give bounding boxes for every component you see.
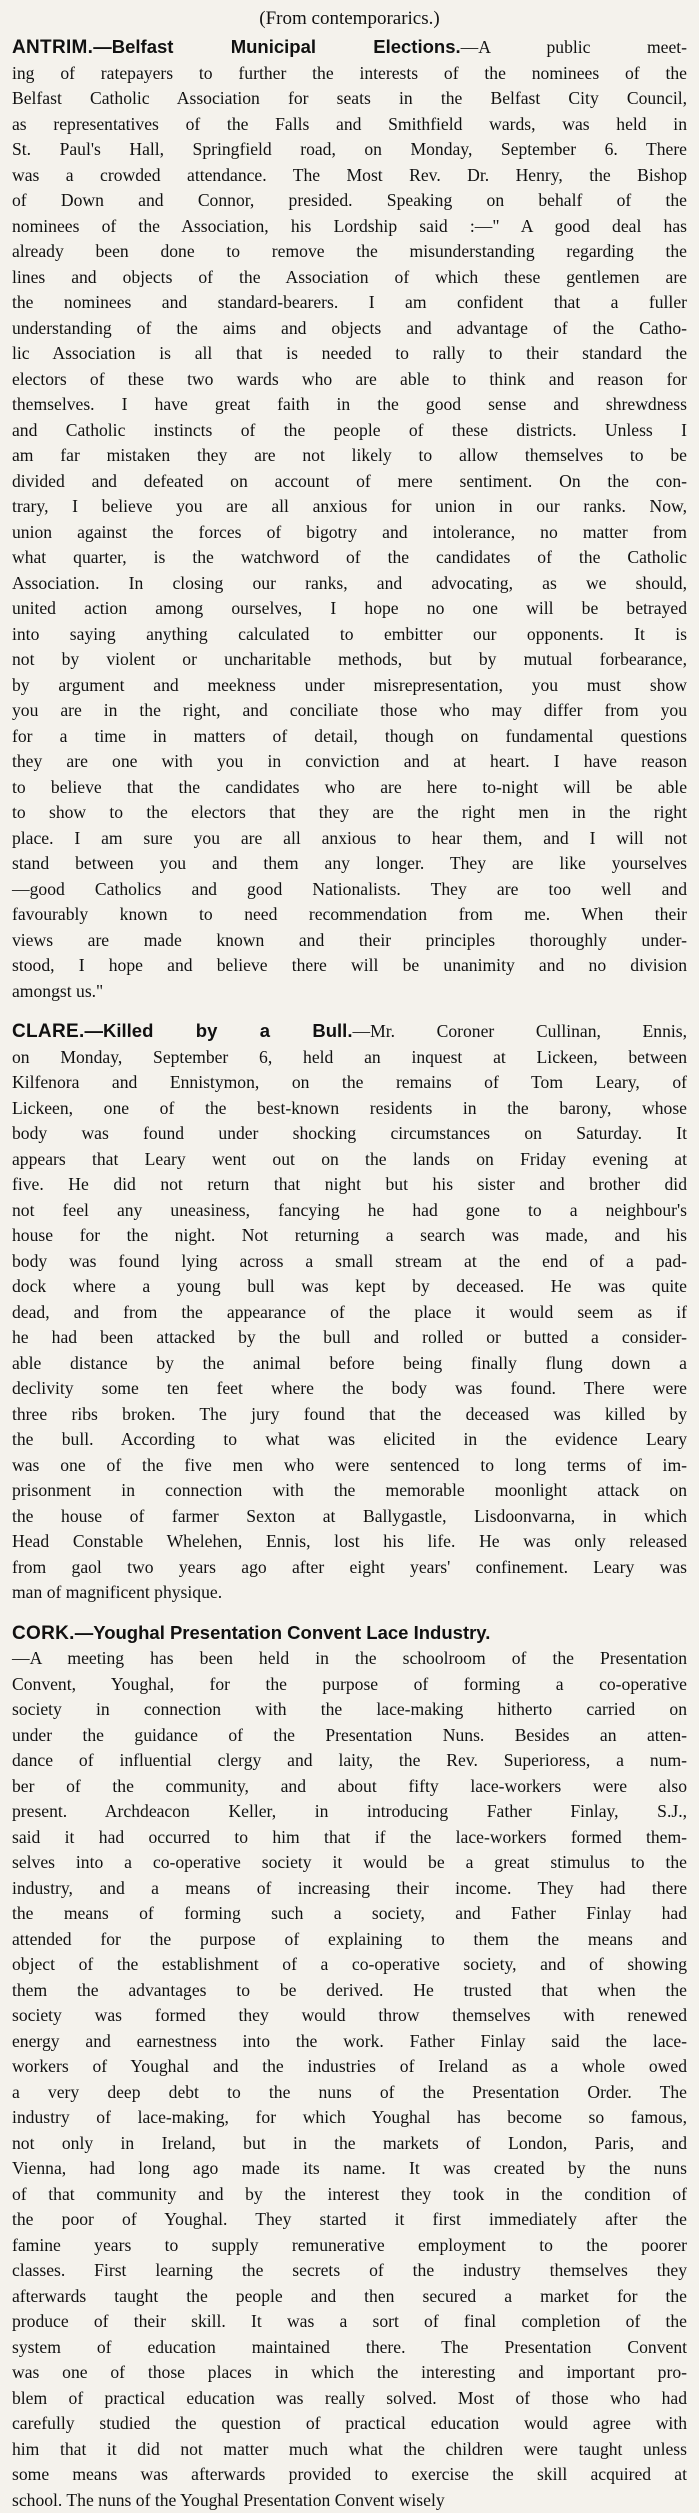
text-line: and Catholic instincts of the people of these districts. Unless I <box>12 418 687 444</box>
text-line: was a crowded attendance. The Most Rev. Dr. Henry, the Bishop <box>12 163 687 189</box>
text-line: you are in the right, and conciliate those who may differ from you <box>12 698 687 724</box>
text-line: dance of influential clergy and laity, the Rev. Superioress, a num- <box>12 1748 687 1774</box>
text-line: lic Association is all that is needed to rally to their standard the <box>12 341 687 367</box>
article-cork <box>12 1620 687 2513</box>
text-line: declivity some ten feet where the body was found. There were <box>12 1376 687 1402</box>
text-line: workers of Youghal and the industries of Ireland as a whole owed <box>12 2054 687 2080</box>
text-line: him that it did not matter much what the children were taught unless <box>12 2437 687 2463</box>
text-line: dock where a young bull was kept by deceased. He was quite <box>12 1274 687 1300</box>
text-line: into saying anything calculated to embitter our opponents. It is <box>12 622 687 648</box>
article-first-line <box>12 1620 687 1647</box>
text-line: —A public meet- <box>461 37 687 57</box>
article-headline: —Killed by a Bull. <box>85 1020 353 1041</box>
text-line: Association. In closing our ranks, and advocating, as we should, <box>12 571 687 597</box>
text-line: blem of practical education was really solved. Most of those who had <box>12 2386 687 2412</box>
text-line: from gaol two years ago after eight years' confinement. Leary was <box>12 1555 687 1581</box>
text-line: energy and earnestness into the work. Father Finlay said the lace- <box>12 2029 687 2055</box>
text-line: the house of farmer Sexton at Ballygastle, Lisdoonvarna, in which <box>12 1504 687 1530</box>
text-line: the poor of Youghal. They started it first immediately after the <box>12 2207 687 2233</box>
text-line: them the advantages to be derived. He trusted that when the <box>12 1978 687 2004</box>
text-line: produce of their skill. It was a sort of final completion of the <box>12 2309 687 2335</box>
text-line: to believe that the candidates who are here to-night will be able <box>12 775 687 801</box>
text-line: five. He did not return that night but his sister and brother did <box>12 1172 687 1198</box>
article-first-line <box>12 1018 687 1045</box>
text-line: the bull. According to what was elicited in the evidence Leary <box>12 1427 687 1453</box>
text-line: stood, I hope and believe there will be unanimity and no division <box>12 953 687 979</box>
text-line: body was found lying across a small stream at the end of a pad- <box>12 1249 687 1275</box>
text-line: ber of the community, and about fifty lace-workers were also <box>12 1774 687 1800</box>
text-line: divided and defeated on account of mere sentiment. On the con- <box>12 469 687 495</box>
text-line: man of magnificent physique. <box>12 1580 687 1606</box>
text-line: Belfast Catholic Association for seats in the Belfast City Council, <box>12 86 687 112</box>
text-line: Kilfenora and Ennistymon, on the remains of Tom Leary, of <box>12 1070 687 1096</box>
text-line: of Down and Connor, presided. Speaking on behalf of the <box>12 188 687 214</box>
county-heading: ANTRIM. <box>12 37 93 58</box>
section-header: (From contemporarics.) <box>12 6 687 32</box>
article-body <box>12 1045 687 1606</box>
text-line: by argument and meekness under misrepresentation, you must show <box>12 673 687 699</box>
text-line: themselves. I have great faith in the good sense and shrewdness <box>12 392 687 418</box>
text-line: ing of ratepayers to further the interests of the nominees of the <box>12 61 687 87</box>
text-line: understanding of the aims and objects and advantage of the Catho- <box>12 316 687 342</box>
text-line: lines and objects of the Association of which these gentlemen are <box>12 265 687 291</box>
text-line: stand between you and them any longer. They are like yourselves <box>12 851 687 877</box>
text-line: said it had occurred to him that if the lace-workers formed them- <box>12 1825 687 1851</box>
text-line: house for the night. Not returning a search was made, and his <box>12 1223 687 1249</box>
text-line: society in connection with the lace-making hitherto carried on <box>12 1697 687 1723</box>
text-line: he had been attacked by the bull and rolled or butted a consider- <box>12 1325 687 1351</box>
text-line: was one of those places in which the interesting and important pro- <box>12 2360 687 2386</box>
text-line: as representatives of the Falls and Smithfield wards, was held in <box>12 112 687 138</box>
text-line: under the guidance of the Presentation Nuns. Besides an atten- <box>12 1723 687 1749</box>
text-line: system of education maintained there. The Presentation Convent <box>12 2335 687 2361</box>
text-line: Convent, Youghal, for the purpose of forming a co-operative <box>12 1672 687 1698</box>
text-line: am far mistaken they are not likely to allow themselves to be <box>12 443 687 469</box>
county-heading: CLARE. <box>12 1021 85 1042</box>
text-line: amongst us." <box>12 979 687 1005</box>
article-body <box>12 61 687 1005</box>
text-line: Lickeen, one of the best-known residents in the barony, whose <box>12 1096 687 1122</box>
text-line: was one of the five men who were sentenced to long terms of im- <box>12 1453 687 1479</box>
text-line: industry, and a means of increasing their income. They had there <box>12 1876 687 1902</box>
text-line: famine years to supply remunerative employment to the poorer <box>12 2233 687 2259</box>
text-line: on Monday, September 6, held an inquest at Lickeen, between <box>12 1045 687 1071</box>
text-line: three ribs broken. The jury found that the deceased was killed by <box>12 1402 687 1428</box>
county-heading: CORK. <box>12 1623 75 1644</box>
text-line: Vienna, had long ago made its name. It was created by the nuns <box>12 2156 687 2182</box>
text-line: not feel any uneasiness, fancying he had gone to a neighbour's <box>12 1198 687 1224</box>
text-line: to show to the electors that they are the right men in the right <box>12 800 687 826</box>
text-line: not by violent or uncharitable methods, but by mutual forbearance, <box>12 647 687 673</box>
article-first-line <box>12 34 687 61</box>
text-line: carefully studied the question of practical education would agree with <box>12 2411 687 2437</box>
text-line: present. Archdeacon Keller, in introducing Father Finlay, S.J., <box>12 1799 687 1825</box>
text-line: society was formed they would throw themselves with renewed <box>12 2003 687 2029</box>
text-line: already been done to remove the misunderstanding regarding the <box>12 239 687 265</box>
text-line: nominees of the Association, his Lordship said :—" A good deal has <box>12 214 687 240</box>
text-line: —Mr. Coroner Cullinan, Ennis, <box>352 1021 687 1041</box>
text-line: they are one with you in conviction and at heart. I have reason <box>12 749 687 775</box>
text-line: what quarter, is the watchword of the candidates of the Catholic <box>12 545 687 571</box>
text-line: school. The nuns of the Youghal Presentation Convent wisely <box>12 2488 687 2513</box>
text-line: —A meeting has been held in the schoolroom of the Presentation <box>12 1646 687 1672</box>
text-line: body was found under shocking circumstances on Saturday. It <box>12 1121 687 1147</box>
text-line: of that community and by the interest they took in the condition of <box>12 2182 687 2208</box>
text-line: views are made known and their principles thoroughly under- <box>12 928 687 954</box>
article-clare <box>12 1018 687 1606</box>
text-line: industry of lace-making, for which Youghal has become so famous, <box>12 2105 687 2131</box>
article-antrim <box>12 34 687 1004</box>
text-line: place. I am sure you are all anxious to hear them, and I will not <box>12 826 687 852</box>
text-line: dead, and from the appearance of the place it would seem as if <box>12 1300 687 1326</box>
text-line: favourably known to need recommendation from me. When their <box>12 902 687 928</box>
text-line: Head Constable Whelehen, Ennis, lost his life. He was only released <box>12 1529 687 1555</box>
text-line: not only in Ireland, but in the markets of London, Paris, and <box>12 2131 687 2157</box>
text-line: selves into a co-operative society it would be a great stimulus to the <box>12 1850 687 1876</box>
article-headline: —Belfast Municipal Elections. <box>93 36 460 57</box>
text-line: union against the forces of bigotry and intolerance, no matter from <box>12 520 687 546</box>
text-line: St. Paul's Hall, Springfield road, on Monday, September 6. There <box>12 137 687 163</box>
text-line: classes. First learning the secrets of the industry themselves they <box>12 2258 687 2284</box>
article-headline: —Youghal Presentation Convent Lace Industry. <box>75 1622 491 1643</box>
text-line: some means was afterwards provided to exercise the skill acquired at <box>12 2462 687 2488</box>
text-line: a very deep debt to the nuns of the Presentation Order. The <box>12 2080 687 2106</box>
text-line: appears that Leary went out on the lands on Friday evening at <box>12 1147 687 1173</box>
text-line: the nominees and standard-bearers. I am confident that a fuller <box>12 290 687 316</box>
text-line: united action among ourselves, I hope no one will be betrayed <box>12 596 687 622</box>
text-line: electors of these two wards who are able to think and reason for <box>12 367 687 393</box>
text-line: the means of forming such a society, and Father Finlay had <box>12 1901 687 1927</box>
article-body <box>12 1646 687 2513</box>
text-line: attended for the purpose of explaining to them the means and <box>12 1927 687 1953</box>
text-line: for a time in matters of detail, though on fundamental questions <box>12 724 687 750</box>
text-line: prisonment in connection with the memorable moonlight attack on <box>12 1478 687 1504</box>
text-line: afterwards taught the people and then secured a market for the <box>12 2284 687 2310</box>
text-line: object of the establishment of a co-operative society, and of showing <box>12 1952 687 1978</box>
text-line: —good Catholics and good Nationalists. They are too well and <box>12 877 687 903</box>
text-line: able distance by the animal before being finally flung down a <box>12 1351 687 1377</box>
text-line: trary, I believe you are all anxious for union in our ranks. Now, <box>12 494 687 520</box>
